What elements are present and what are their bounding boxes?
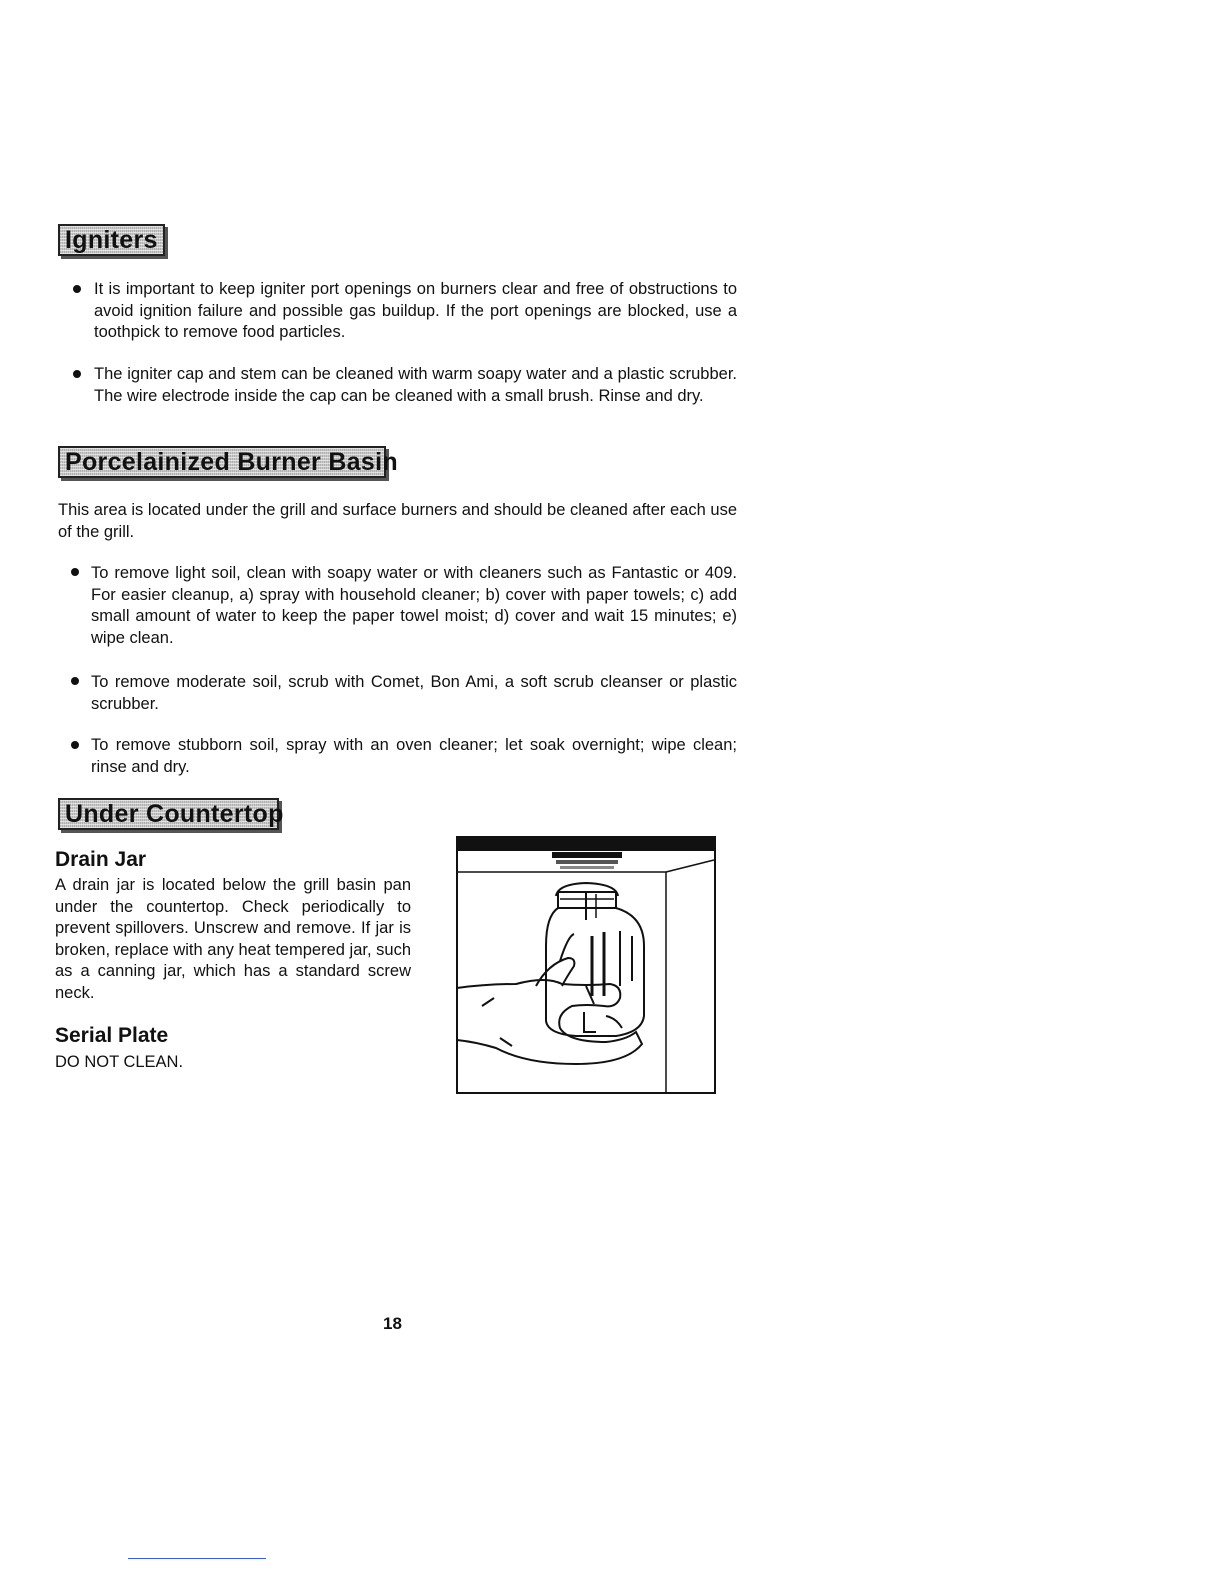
burner-basin-bullet-1: To remove light soil, clean with soapy water or with cleaners such as Fantastic or 409. For easier cleanup, a) spray with household cleaner; b) cover with paper towels; c) add small amount of water to keep the paper towel moist; d) cover and wait 15 minutes; e) wipe clean. <box>91 564 737 647</box>
bullet-icon <box>71 568 79 576</box>
igniters-bullet-1: It is important to keep igniter port openings on burners clear and free of obstructions to avoid ignition failure and possible gas buildup. If the port openings are blocked, use a toothpick to remove food particles. <box>94 280 737 341</box>
burner-basin-bullet-3: To remove stubborn soil, spray with an oven cleaner; let soak overnight; wipe clean; rinse and dry. <box>91 736 737 776</box>
bullet-icon <box>71 741 79 749</box>
bullet-icon <box>73 285 81 293</box>
section-heading-under-countertop: Under Countertop <box>58 798 279 830</box>
serial-plate-text: DO NOT CLEAN. <box>55 1053 184 1071</box>
page-number: 18 <box>383 1314 402 1333</box>
drain-jar-illustration-icon <box>456 836 716 1094</box>
burner-basin-bullet-2: To remove moderate soil, scrub with Comet, Bon Ami, a soft scrub cleanser or plastic scrubber. <box>91 673 737 713</box>
section-heading-burner-basin: Porcelainized Burner Basin <box>58 446 386 478</box>
serial-plate-title: Serial Plate <box>55 1024 169 1047</box>
drain-jar-title: Drain Jar <box>55 848 147 871</box>
burner-basin-intro: This area is located under the grill and surface burners and should be cleaned after each use of the grill. <box>58 501 737 541</box>
footer-divider <box>128 1558 266 1559</box>
bullet-icon <box>73 370 81 378</box>
igniters-bullet-2: The igniter cap and stem can be cleaned with warm soapy water and a plastic scrubber. The wire electrode inside the cap can be cleaned with a small brush. Rinse and dry. <box>94 365 737 405</box>
drain-jar-text: A drain jar is located below the grill basin pan under the countertop. Check periodically to prevent spillovers. Unscrew and remove. If jar is broken, replace with any heat tempered jar, such as a canning jar, which has a standard screw neck. <box>55 876 411 1002</box>
bullet-icon <box>71 677 79 685</box>
section-heading-igniters: Igniters <box>58 224 165 256</box>
